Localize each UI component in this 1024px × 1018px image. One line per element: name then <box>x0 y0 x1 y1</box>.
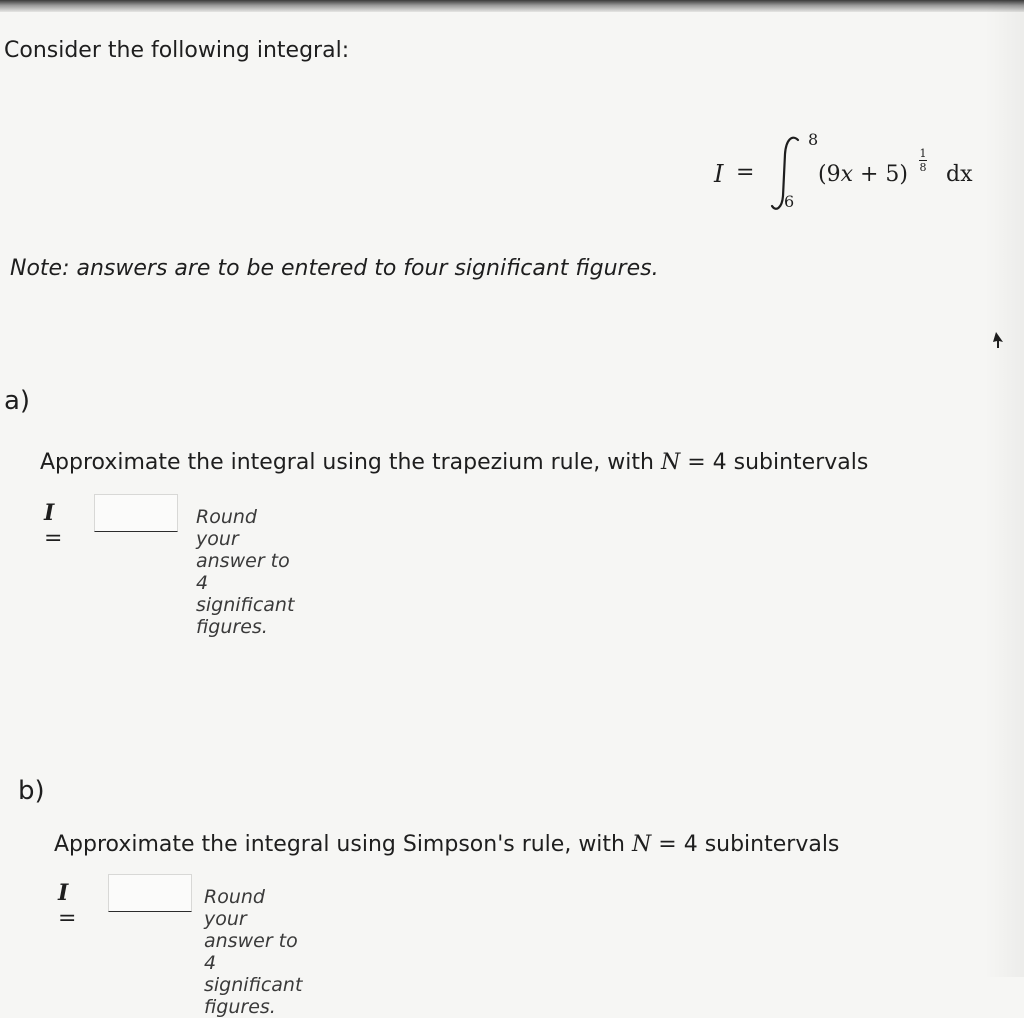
part-b-answer-input[interactable] <box>108 874 192 912</box>
part-a-hint: Round your answer to 4 significant figures. <box>196 506 295 638</box>
part-b-suffix: subintervals <box>704 832 840 857</box>
integral-differential: dx <box>946 162 973 187</box>
note-text: Note: answers are to be entered to four significant figures. <box>10 256 659 281</box>
part-a-answer-variable: I <box>44 500 55 526</box>
page-shading <box>984 0 1024 977</box>
part-a-label: a) <box>4 386 31 416</box>
integral-formula <box>714 128 984 220</box>
integrand-rest: + 5) <box>853 162 909 187</box>
mouse-pointer-icon <box>990 330 1006 350</box>
part-a-question-text: Approximate the integral using the trapezium rule, with <box>40 450 654 475</box>
part-b-n-value: 4 <box>683 832 698 857</box>
integrand <box>818 162 908 187</box>
integrand-open: (9 <box>818 162 841 187</box>
part-b-n-equals: = <box>658 832 677 857</box>
part-a-n-equals: = <box>687 450 706 475</box>
part-a-n-value: 4 <box>712 450 727 475</box>
part-b-answer-variable: I <box>58 880 69 906</box>
part-b-question <box>54 832 839 857</box>
part-b-label: b) <box>18 776 45 806</box>
part-a-n-variable: N <box>660 450 681 475</box>
part-a-answer-equals: = <box>44 526 63 551</box>
part-b-answer-equals: = <box>58 906 77 931</box>
part-a-answer-input[interactable] <box>94 494 178 532</box>
page-top-edge <box>0 0 1024 12</box>
exponent-denominator: 8 <box>919 161 927 174</box>
integral-lower-limit: 6 <box>784 192 795 211</box>
part-a-answer-lhs <box>44 500 62 551</box>
part-b-n-variable: N <box>632 832 652 857</box>
exponent-numerator: 1 <box>919 147 927 160</box>
integral-equals: = <box>736 160 755 185</box>
integrand-exponent <box>919 148 927 173</box>
part-b-question-text: Approximate the integral using Simpson's rule, with <box>54 832 625 857</box>
integrand-variable: x <box>840 162 854 187</box>
part-a-suffix: subintervals <box>733 450 869 475</box>
part-a-question <box>40 450 868 475</box>
part-b-answer-lhs <box>58 880 76 931</box>
intro-text: Consider the following integral: <box>4 38 350 63</box>
integral-upper-limit: 8 <box>808 130 819 149</box>
integral-lhs: I <box>714 160 724 188</box>
part-b-hint: Round your answer to 4 significant figures. <box>204 886 303 1018</box>
